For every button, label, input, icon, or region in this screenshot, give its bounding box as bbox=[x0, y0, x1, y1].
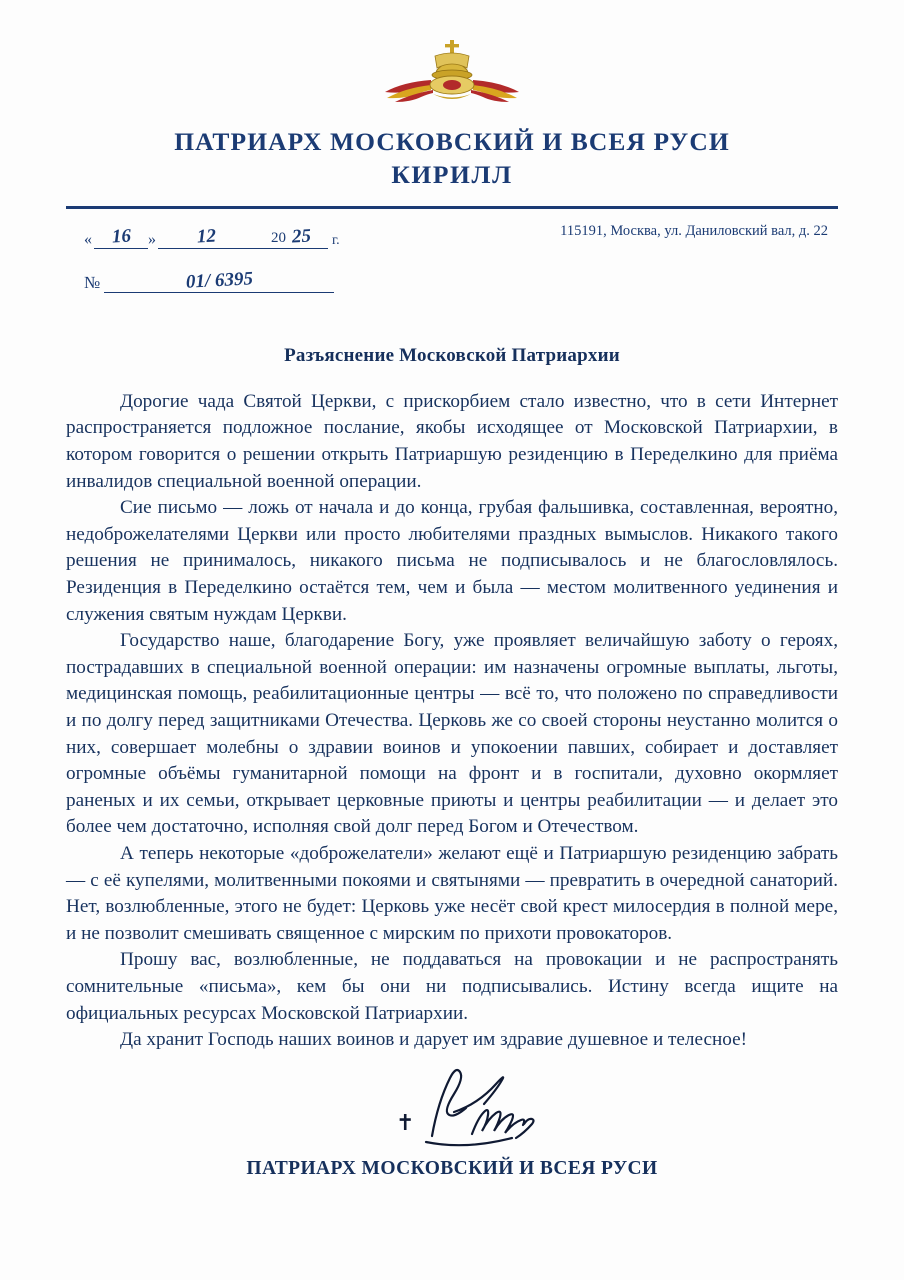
paragraph: Прошу вас, возлюбленные, не поддаваться на провокации и не распространять сомнительные «письма», кем бы они ни подписывались. Истину всегда ищите на официальных ресурсах Московской Патриархии. bbox=[66, 949, 838, 1024]
letterhead-title: ПАТРИАРХ МОСКОВСКИЙ И ВСЕЯ РУСИ bbox=[174, 127, 730, 156]
number-label: № bbox=[84, 272, 101, 292]
paragraph: Сие письмо — ложь от начала и до конца, грубая фальшивка, составленная, вероятно, недоброжелателями Церкви или просто любителями праздных вымыслов. Никакого такого решения не принималось, никакого письма не подписывалось и не благословлялось. Резиденция в Переделкино остаётся тем, чем и была — местом молитвенного уединения и служения святым нуждам Церкви. bbox=[66, 497, 838, 625]
header-divider bbox=[66, 206, 838, 209]
date-row bbox=[84, 219, 464, 249]
number-row bbox=[84, 259, 464, 293]
paragraph: Государство наше, благодарение Богу, уже проявляет величайшую заботу о героях, пострадавших в специальной военной операции: им назначены огромные выплаты, льготы, медицинская помощь, реабилитационные центры — всё то, что положено по справедливости и по долгу перед защитниками Отечества. Церковь же со своей стороны неустанно молится о них, совершает молебны о здравии воинов и упокоении павших, собирает и доставляет огромные объёмы гуманитарной помощи на фронт и в госпитали, духовно окормляет раненых и их семьи, открывает церковные приюты и центры реабилитации — и делает это более чем достаточно, исполняя свой долг перед Богом и Отечеством. bbox=[66, 630, 838, 838]
date-day-value: 16 bbox=[110, 225, 132, 248]
letterhead bbox=[66, 0, 838, 190]
quote-close: » bbox=[148, 230, 156, 248]
date-number-block bbox=[84, 219, 464, 293]
patriarchal-crown-crest-icon bbox=[367, 38, 537, 118]
paragraph: Да хранит Господь наших воинов и дарует им здравие душевное и телесное! bbox=[120, 1029, 748, 1051]
paragraph: А теперь некоторые «доброжелатели» желают ещё и Патриаршую резиденцию забрать — с её купелями, молитвенными покоями и святынями — превратить в очередной санаторий. Нет, возлюбленные, этого не будет: Церковь уже несёт свой крест милосердия в полной мере, и не позволит смешивать священное с мирским по прихоти провокаторов. bbox=[66, 842, 838, 944]
signature-area bbox=[66, 1064, 838, 1156]
year-prefix: 20 bbox=[271, 229, 286, 246]
handwritten-signature-icon bbox=[396, 1064, 596, 1155]
address-line: 115191, Москва, ул. Даниловский вал, д. 22 bbox=[560, 222, 828, 239]
letterhead-name: КИРИЛЛ bbox=[391, 159, 513, 189]
signature-caption: ПАТРИАРХ МОСКОВСКИЙ И ВСЕЯ РУСИ bbox=[246, 1157, 658, 1179]
number-value: 01/ 6395 bbox=[185, 268, 254, 293]
quote-open: « bbox=[84, 230, 92, 248]
year-value: 25 bbox=[291, 225, 312, 248]
year-suffix: г. bbox=[332, 232, 340, 248]
document-body bbox=[66, 389, 838, 1054]
document-meta bbox=[66, 215, 838, 297]
cross-mark-icon: ✝ bbox=[396, 1109, 415, 1135]
date-month-value: 12 bbox=[195, 225, 217, 248]
paragraph: Дорогие чада Святой Церкви, с прискорбием стало известно, что в сети Интернет распространяется подложное послание, якобы исходящее от Московской Патриархии, в котором говорится о решении открыть Патриаршую резиденцию в Переделкино для приёма инвалидов специальной военной операции. bbox=[66, 390, 838, 492]
page-title: Разъяснение Московской Патриархии bbox=[284, 344, 620, 366]
